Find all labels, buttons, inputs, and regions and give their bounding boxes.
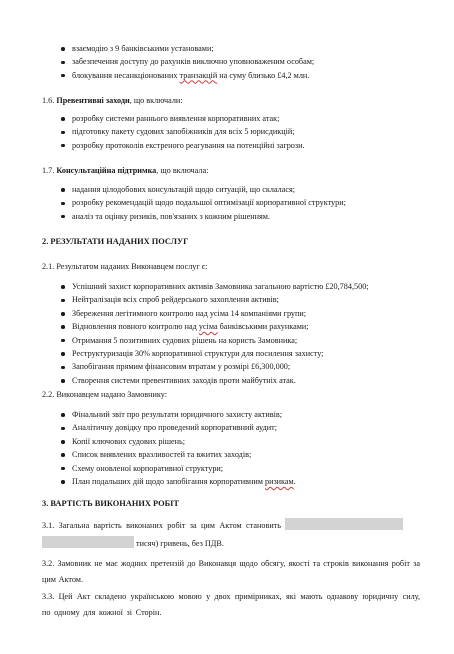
list-item: Отримання 5 позитивних судових рішень на користь Замовника; [0, 336, 454, 349]
clause-2-1: 2.1. Результатом наданих Виконавцем послуг є: [42, 262, 208, 271]
list-item: аналіз та оцінку ризиків, пов'язаних з кожним рішенням. [0, 212, 454, 225]
clause-3-1-text-end: тисяч) гривень, без ПДВ. [136, 539, 224, 549]
clause-number: 1.6. [42, 96, 55, 105]
clause-3-1-text: 3.1. Загальна вартість виконаних робіт за цим Актом становить [42, 521, 282, 530]
list-item: Успішний захист корпоративних активів Замовника загальною вартістю £20,784,500; [0, 282, 454, 295]
list-item-text: План подальших дій щодо запобігання корпоративним ризикам. [72, 476, 296, 486]
clause-title: Консультаційна підтримка [56, 166, 157, 175]
section-3-heading: 3. ВАРТІСТЬ ВИКОНАНИХ РОБІТ [42, 499, 179, 508]
list-item-text: Відновлення повного контролю над усіма банківськими рахунками; [72, 322, 309, 332]
list-1-6 [0, 114, 454, 154]
list-item [0, 477, 454, 490]
list-item: Збереження легітимного контролю над усіма 14 компаніями групи; [0, 309, 454, 322]
clause-3-2: 3.2. Замовник не має жодних претензій до Виконавця щодо обсягу, якості та строків виконання робіт за цим Актом. [42, 559, 420, 584]
clause-1-6 [42, 96, 183, 106]
redacted-amount-words [42, 536, 134, 548]
list-item: розробку протоколів екстреного реагування на потенційні загрози. [0, 141, 454, 154]
list-item: Копії ключових судових рішень; [0, 437, 454, 450]
list-item: підготовку пакету судових запобіжників для всіх 5 юрисдикцій; [0, 127, 454, 140]
clause-text: , що включали: [129, 96, 183, 105]
redacted-amount [285, 518, 403, 530]
list-item: розробку рекомендацій щодо подальшої оптимізації корпоративної структури; [0, 198, 454, 211]
list-item: Список виявлених вразливостей та вжитих заходів; [0, 450, 454, 463]
list-item: надання цілодобових консультацій щодо ситуацій, що склалася; [0, 185, 454, 198]
clause-number: 1.7. [42, 166, 55, 175]
list-item: Створення системи превентивних заходів проти майбутніх атак. [0, 376, 454, 389]
list-top [0, 44, 454, 84]
clause-3-3: 3.3. Цей Акт складено українською мовою у двох примірниках, які мають однакову юридичну силу, по одному для кожної зі Сторін. [42, 592, 420, 617]
list-item: Схему оновленої корпоративної структури; [0, 464, 454, 477]
list-item: розробку системи раннього виявлення корпоративних атак; [0, 114, 454, 127]
list-item: взаємодію з 9 банківськими установами; [0, 44, 454, 57]
clause-2-2: 2.2. Виконавцем надано Замовнику: [42, 390, 168, 399]
list-item: Запобігання прямим фінансовим втратам у розмірі £6,300,000; [0, 362, 454, 375]
clause-title: Превентивні заходи [56, 96, 130, 105]
clause-text: , що включала: [156, 166, 209, 175]
list-item: Фінальний звіт про результати юридичного захисту активів; [0, 410, 454, 423]
list-item: забезпечення доступу до рахунків виключно уповноваженим особам; [0, 57, 454, 70]
list-2-2 [0, 410, 454, 490]
list-item [0, 71, 454, 84]
list-2-1 [0, 282, 454, 389]
list-item: Реструктуризація 30% корпоративної структури для посилення захисту; [0, 349, 454, 362]
list-item: Аналітичну довідку про проведений корпоративний аудит; [0, 423, 454, 436]
list-item: Нейтралізація всіх спроб рейдерського захоплення активів; [0, 295, 454, 308]
clause-1-7 [42, 166, 208, 176]
list-item [0, 322, 454, 335]
clause-3-1 [42, 518, 420, 550]
list-1-7 [0, 185, 454, 225]
list-item-text: блокування несанкціонованих транзакцій на суму близько £4,2 млн. [72, 70, 310, 80]
section-2-heading: 2. РЕЗУЛЬТАТИ НАДАНИХ ПОСЛУГ [42, 237, 189, 246]
